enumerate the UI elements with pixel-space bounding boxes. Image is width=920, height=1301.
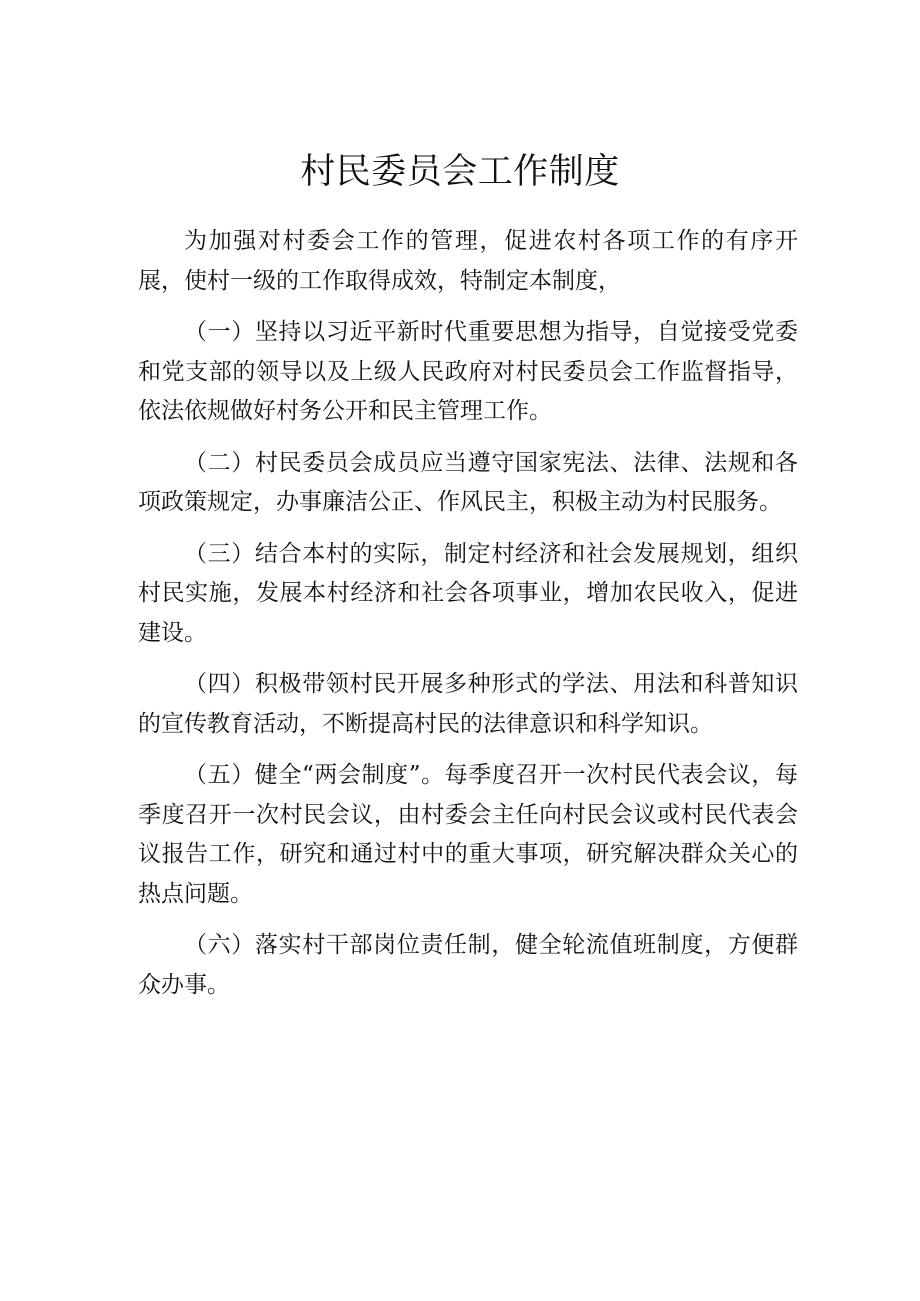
clause-5-paragraph: （五）健全“两会制度”。每季度召开一次村民代表会议，每季度召开一次村民会议，由村委会主任向村民会议或村民代表会议报告工作，研究和通过村中的重大事项，研究解决群众关心的热点问题。: [138, 762, 798, 907]
clause-4-paragraph: （四）积极带领村民开展多种形式的学法、用法和科普知识的宣传教育活动，不断提高村民的法律意识和科学知识。: [138, 671, 798, 737]
clause-3-paragraph: （三）结合本村的实际，制定村经济和社会发展规划，组织村民实施，发展本村经济和社会各项事业，增加农民收入，促进建设。: [138, 540, 798, 646]
clause-1-paragraph: （一）坚持以习近平新时代重要思想为指导，自觉接受党委和党支部的领导以及上级人民政府对村民委员会工作监督指导，依法依规做好村务公开和民主管理工作。: [138, 319, 798, 424]
clause-6-paragraph: （六）落实村干部岗位责任制，健全轮流值班制度，方便群众办事。: [138, 932, 798, 998]
intro-paragraph: 为加强对村委会工作的管理，促进农村各项工作的有序开展，使村一级的工作取得成效，特制定本制度，: [138, 228, 798, 294]
document-title: 村民委员会工作制度: [300, 152, 620, 192]
document-body: [138, 222, 798, 1017]
clause-2-paragraph: （二）村民委员会成员应当遵守国家宪法、法律、法规和各项政策规定，办事廉洁公正、作风民主，积极主动为村民服务。: [138, 449, 798, 515]
